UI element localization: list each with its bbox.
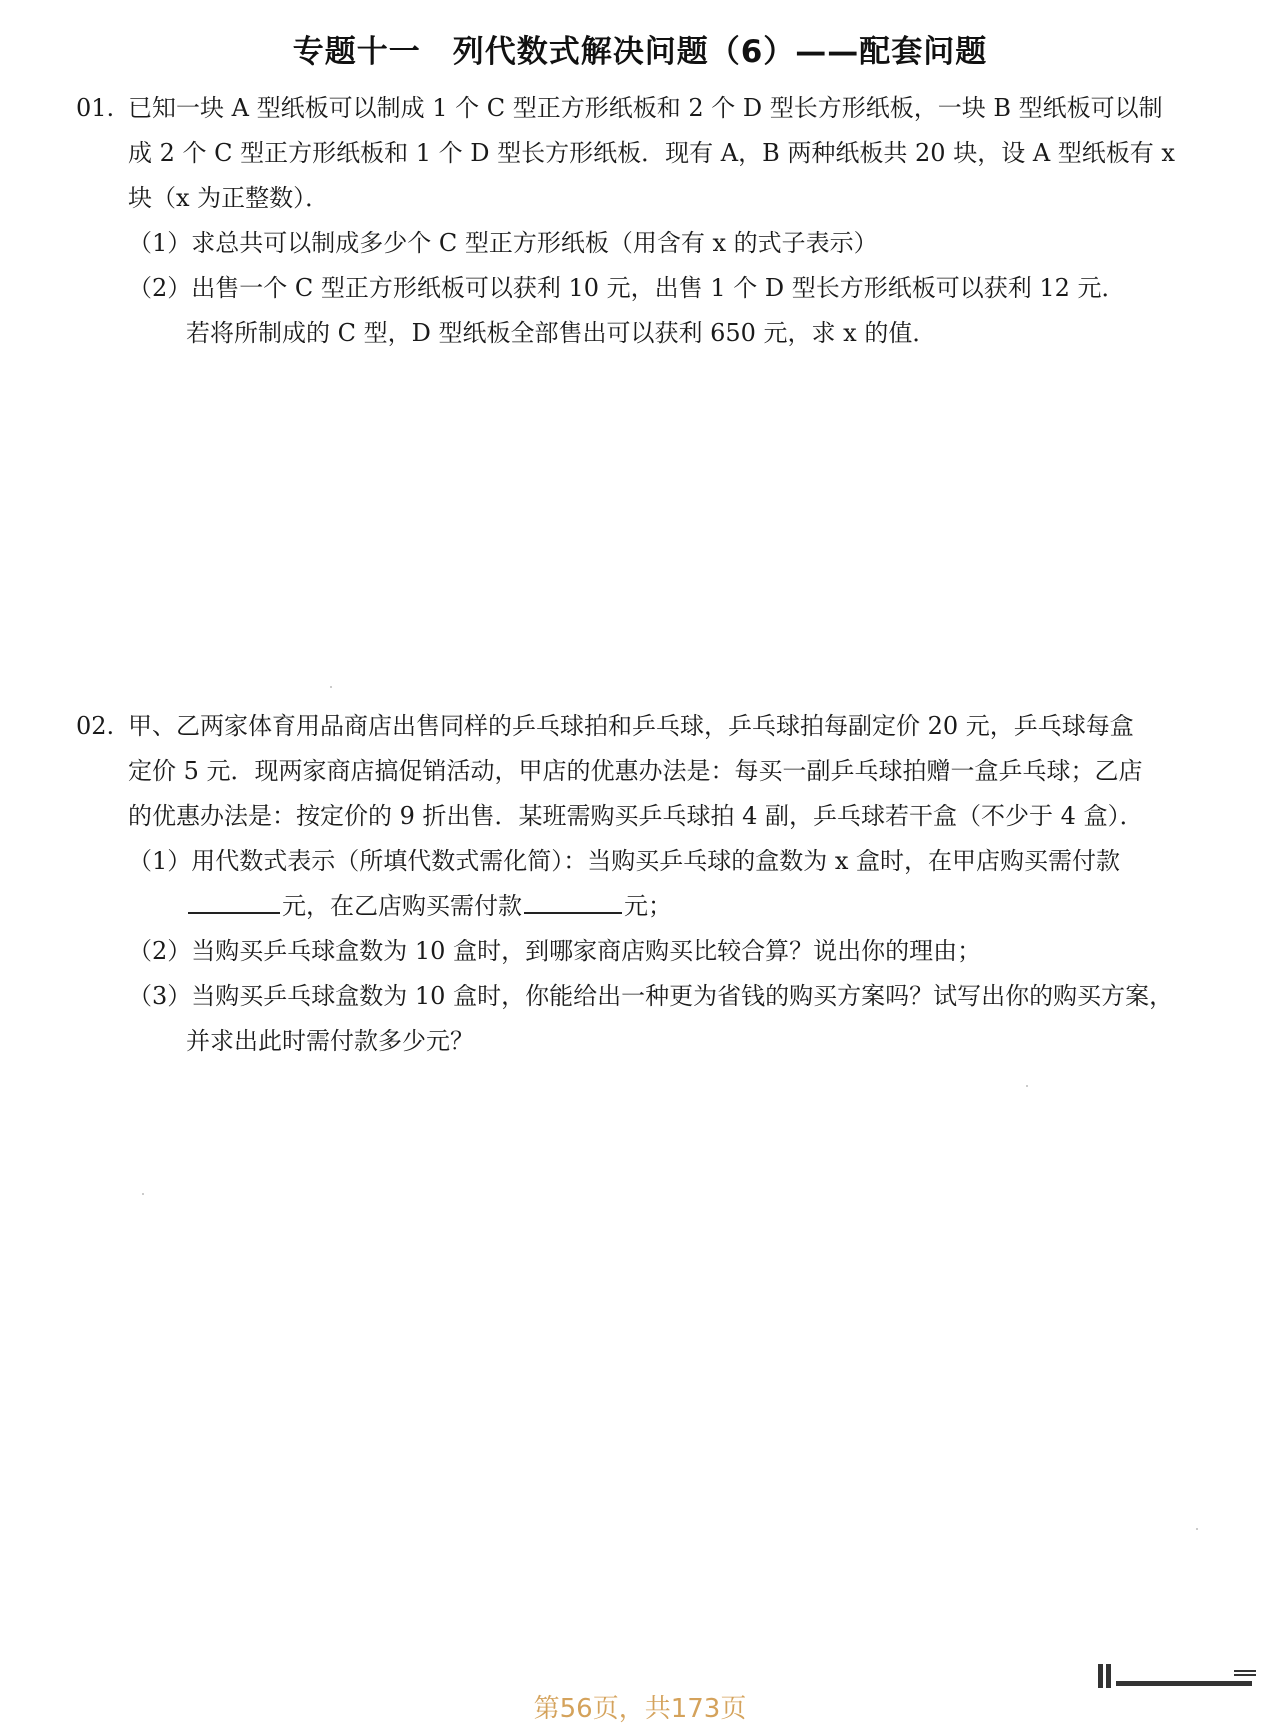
question-02 [76,704,1196,1064]
question-number: 01. [76,94,115,122]
question-text: 甲、乙两家体育用品商店出售同样的乒乓球拍和乒乓球，乒乓球拍每副定价 20 元，乒乓球每盒 [128,712,1134,740]
page-indicator: 第56页，共173页 [533,1694,747,1724]
fill-in-text: 元； [624,892,672,920]
question-text: 定价 5 元．现两家商店搞促销活动，甲店的优惠办法是：每买一副乒乓球拍赠一盒乒乓球；乙店 [128,757,1143,785]
question-text: 的优惠办法是：按定价的 9 折出售．某班需购买乒乓球拍 4 副，乒乓球若干盒（不少于 4 盒）． [128,802,1144,830]
menu-lines-icon[interactable] [1098,1660,1258,1694]
scan-speck [330,686,332,688]
sub-question-2: （2）出售一个 C 型正方形纸板可以获利 10 元，出售 1 个 D 型长方形纸板可以获利 12 元． [128,274,1126,302]
question-text: 块（x 为正整数）． [128,184,330,212]
question-text: 已知一块 A 型纸板可以制成 1 个 C 型正方形纸板和 2 个 D 型长方形纸板，一块 B 型纸板可以制 [128,94,1163,122]
question-text: 成 2 个 C 型正方形纸板和 1 个 D 型长方形纸板．现有 A，B 两种纸板共 20 块，设 A 型纸板有 x [128,139,1175,167]
scan-speck [142,1193,144,1195]
question-line [76,86,1196,131]
fill-in-text: 元，在乙店购买需付款 [282,892,522,920]
sub-question-1: （1）用代数式表示（所填代数式需化简）：当购买乒乓球的盒数为 x 盒时，在甲店购买需付款 [128,847,1121,875]
page-title: 专题十一 列代数式解决问题（6）——配套问题 [292,34,988,70]
answer-blank[interactable] [188,886,280,914]
sub-question-3-cont: 并求出此时需付款多少元？ [186,1027,474,1055]
sub-question-3: （3）当购买乒乓球盒数为 10 盒时，你能给出一种更为省钱的购买方案吗？试写出你的购买方案， [128,982,1174,1010]
scan-speck [1196,1528,1198,1530]
question-number: 02. [76,712,115,740]
answer-blank[interactable] [524,886,622,914]
sub-question-1: （1）求总共可以制成多少个 C 型正方形纸板（用含有 x 的式子表示） [128,229,878,257]
sub-question-2-cont: 若将所制成的 C 型，D 型纸板全部售出可以获利 650 元，求 x 的值． [186,319,937,347]
fill-in-line [76,884,1196,929]
sub-question-2: （2）当购买乒乓球盒数为 10 盒时，到哪家商店购买比较合算？说出你的理由； [128,937,982,965]
scan-speck [1026,1085,1028,1087]
question-01 [76,86,1196,356]
question-line [76,704,1196,749]
